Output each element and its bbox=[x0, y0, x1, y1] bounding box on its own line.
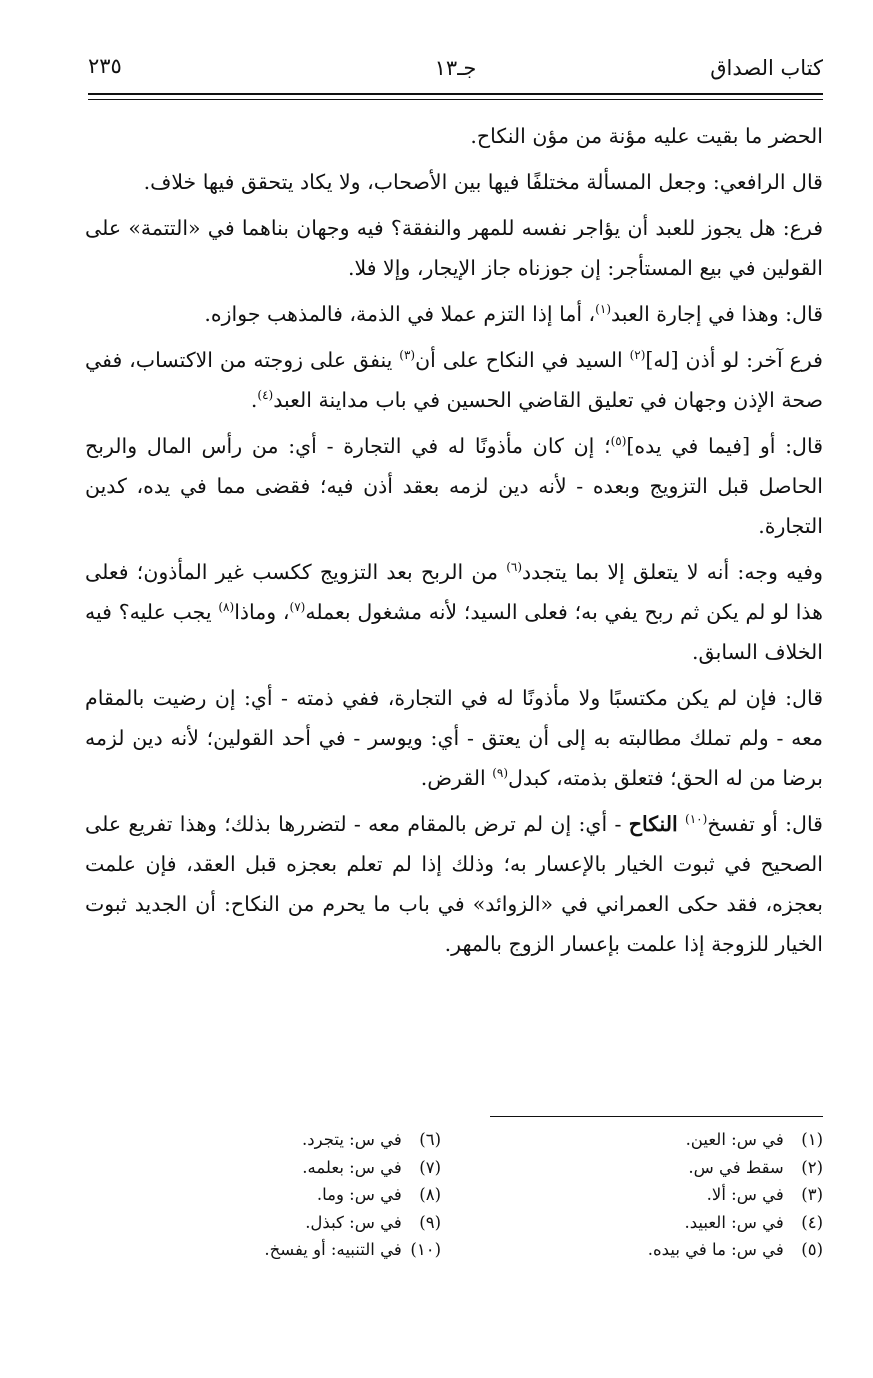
footnote-number: (٨) bbox=[419, 1185, 441, 1204]
page-number: ٢٣٥ bbox=[88, 54, 122, 78]
footnote-ref: (٥) bbox=[610, 434, 627, 449]
footnote-ref: (١٠) bbox=[685, 812, 708, 827]
text-run: ، أما إذا التزم عملا في الذمة، فالمذهب جوازه. bbox=[204, 302, 596, 326]
footnote-text: في س: كبذل. bbox=[305, 1212, 402, 1232]
footnote-ref: (١) bbox=[595, 302, 611, 317]
footnote-number: (٢) bbox=[801, 1157, 823, 1177]
paragraph bbox=[85, 294, 823, 334]
text-run: ، وماذا bbox=[234, 600, 290, 624]
text-run: قال: وهذا في إجارة العبد bbox=[611, 302, 823, 326]
footnote bbox=[181, 1236, 441, 1264]
main-text bbox=[85, 116, 823, 964]
footnote-ref: (٨) bbox=[218, 600, 235, 615]
header-rule-thin bbox=[88, 99, 823, 100]
footnote-separator bbox=[490, 1116, 823, 1117]
footnote-text: في س: ما في بيده. bbox=[647, 1240, 784, 1259]
footnote-number: (٦) bbox=[419, 1130, 441, 1149]
volume-label: جـ١٣ bbox=[434, 56, 477, 80]
footnote bbox=[181, 1181, 441, 1209]
footnote-text: في س: وما. bbox=[316, 1185, 402, 1204]
footnote-text: في س: العين. bbox=[685, 1130, 784, 1149]
footnote-ref: (٤) bbox=[257, 388, 274, 403]
book-title: كتاب الصداق bbox=[710, 56, 823, 80]
text-run: قال: فإن لم يكن مكتسبًا ولا مأذونًا له في التجارة، ففي ذمته - أي: إن رضيت بالمقام معه - ولم تملك مطالبته به إلى أن يعتق - أي: ويوسر - في أحد القولين؛ لأنه دين لزمه برضا من له الحق؛ فتعلق بذمته، كبدل bbox=[85, 686, 823, 790]
footnote-ref: (٧) bbox=[289, 600, 306, 615]
footnote-text: سقط في س. bbox=[688, 1157, 784, 1177]
paragraph: فرع: هل يجوز للعبد أن يؤاجر نفسه للمهر والنفقة؟ فيه وجهان بناهما في «التتمة» على القولين في بيع المستأجر: إن جوزناه جاز الإيجار، وإلا فلا. bbox=[85, 216, 823, 280]
paragraph bbox=[85, 678, 823, 798]
footnote-number: (١) bbox=[801, 1130, 823, 1149]
footnote-number: (٣) bbox=[801, 1185, 823, 1204]
text-run: من الربح بعد التزويج ككسب غير المأذون؛ فعلى هذا لو لم يكن ثم ربح يفي به؛ فعلى السيد؛ لأنه مشغول بعمله bbox=[85, 560, 823, 624]
footnote-number: (٥) bbox=[801, 1240, 823, 1259]
paragraph bbox=[85, 340, 823, 420]
footnote bbox=[503, 1154, 823, 1182]
text-run: فرع آخر: لو أذن [له] bbox=[645, 348, 823, 372]
running-header bbox=[88, 50, 823, 90]
text-run: وفيه وجه: أنه لا يتعلق إلا بما يتجدد bbox=[522, 560, 823, 584]
footnote bbox=[503, 1181, 823, 1209]
text-run: . bbox=[250, 388, 258, 412]
text-run: - أي: إن لم ترض بالمقام معه - لتضررها بذلك؛ وهذا تفريع على الصحيح في ثبوت الخيار بالإعسار به؛ وذلك إذا لم تعلم بعجزه قبل العقد، فإن علمت بعجزه، فقد حكى العمراني في «الزوائد» في باب ما يحرم من النكاح: أن الجديد ثبوت الخيار للزوجة إذا علمت بإعسار الزوج بالمهر. bbox=[85, 812, 823, 956]
footnote-number: (٧) bbox=[419, 1157, 441, 1177]
footnote-text: في س: يتجرد. bbox=[302, 1130, 402, 1149]
footnote-ref: (٢) bbox=[629, 348, 646, 363]
footnote bbox=[503, 1209, 823, 1237]
footnote bbox=[181, 1154, 441, 1182]
paragraph bbox=[85, 552, 823, 672]
footnote bbox=[181, 1209, 441, 1237]
footnote-number: (٤) bbox=[801, 1212, 823, 1232]
text-run: قال: أو [فيما في يده] bbox=[626, 434, 823, 458]
paragraph: قال الرافعي: وجعل المسألة مختلفًا فيها بين الأصحاب، ولا يكاد يتحقق فيها خلاف. bbox=[143, 170, 823, 194]
bold-term: النكاح bbox=[628, 812, 678, 836]
footnote-number: (٩) bbox=[419, 1212, 441, 1232]
text-run: يجب عليه؟ فيه الخلاف السابق. bbox=[85, 600, 823, 664]
footnote bbox=[503, 1236, 823, 1264]
text-run: ينفق على زوجته من الاكتساب، ففي صحة الإذن وجهان في تعليق القاضي الحسين في باب مداينة العبد bbox=[85, 348, 823, 412]
footnotes-column-right bbox=[503, 1126, 823, 1264]
text-run: ؛ إن كان مأذونًا له في التجارة - أي: من رأس المال والربح الحاصل قبل التزويج وبعده - لأنه دين لزمه بعقد أذن فيه؛ فقضى مما في يده، كدين التجارة. bbox=[85, 434, 823, 538]
footnote-ref: (٩) bbox=[492, 766, 509, 781]
paragraph bbox=[85, 804, 823, 964]
footnote-text: في س: بعلمه. bbox=[302, 1157, 402, 1177]
footnotes-column-left bbox=[181, 1126, 441, 1264]
footnote-ref: (٦) bbox=[506, 560, 523, 575]
header-rule-thick bbox=[88, 93, 823, 95]
paragraph bbox=[85, 426, 823, 546]
footnote-text: في التنبيه: أو يفسخ. bbox=[264, 1240, 402, 1259]
footnote bbox=[181, 1126, 441, 1154]
text-run: السيد في النكاح على أن bbox=[415, 348, 630, 372]
footnote-ref: (٣) bbox=[399, 348, 416, 363]
text-run: القرض. bbox=[420, 766, 493, 790]
footnote-text: في س: العبيد. bbox=[684, 1212, 784, 1232]
text-run: قال: أو تفسخ bbox=[707, 812, 823, 836]
footnote-number: (١٠) bbox=[410, 1240, 441, 1259]
paragraph: الحضر ما بقيت عليه مؤنة من مؤن النكاح. bbox=[470, 124, 823, 148]
footnote bbox=[503, 1126, 823, 1154]
footnote-text: في س: ألا. bbox=[706, 1185, 784, 1204]
